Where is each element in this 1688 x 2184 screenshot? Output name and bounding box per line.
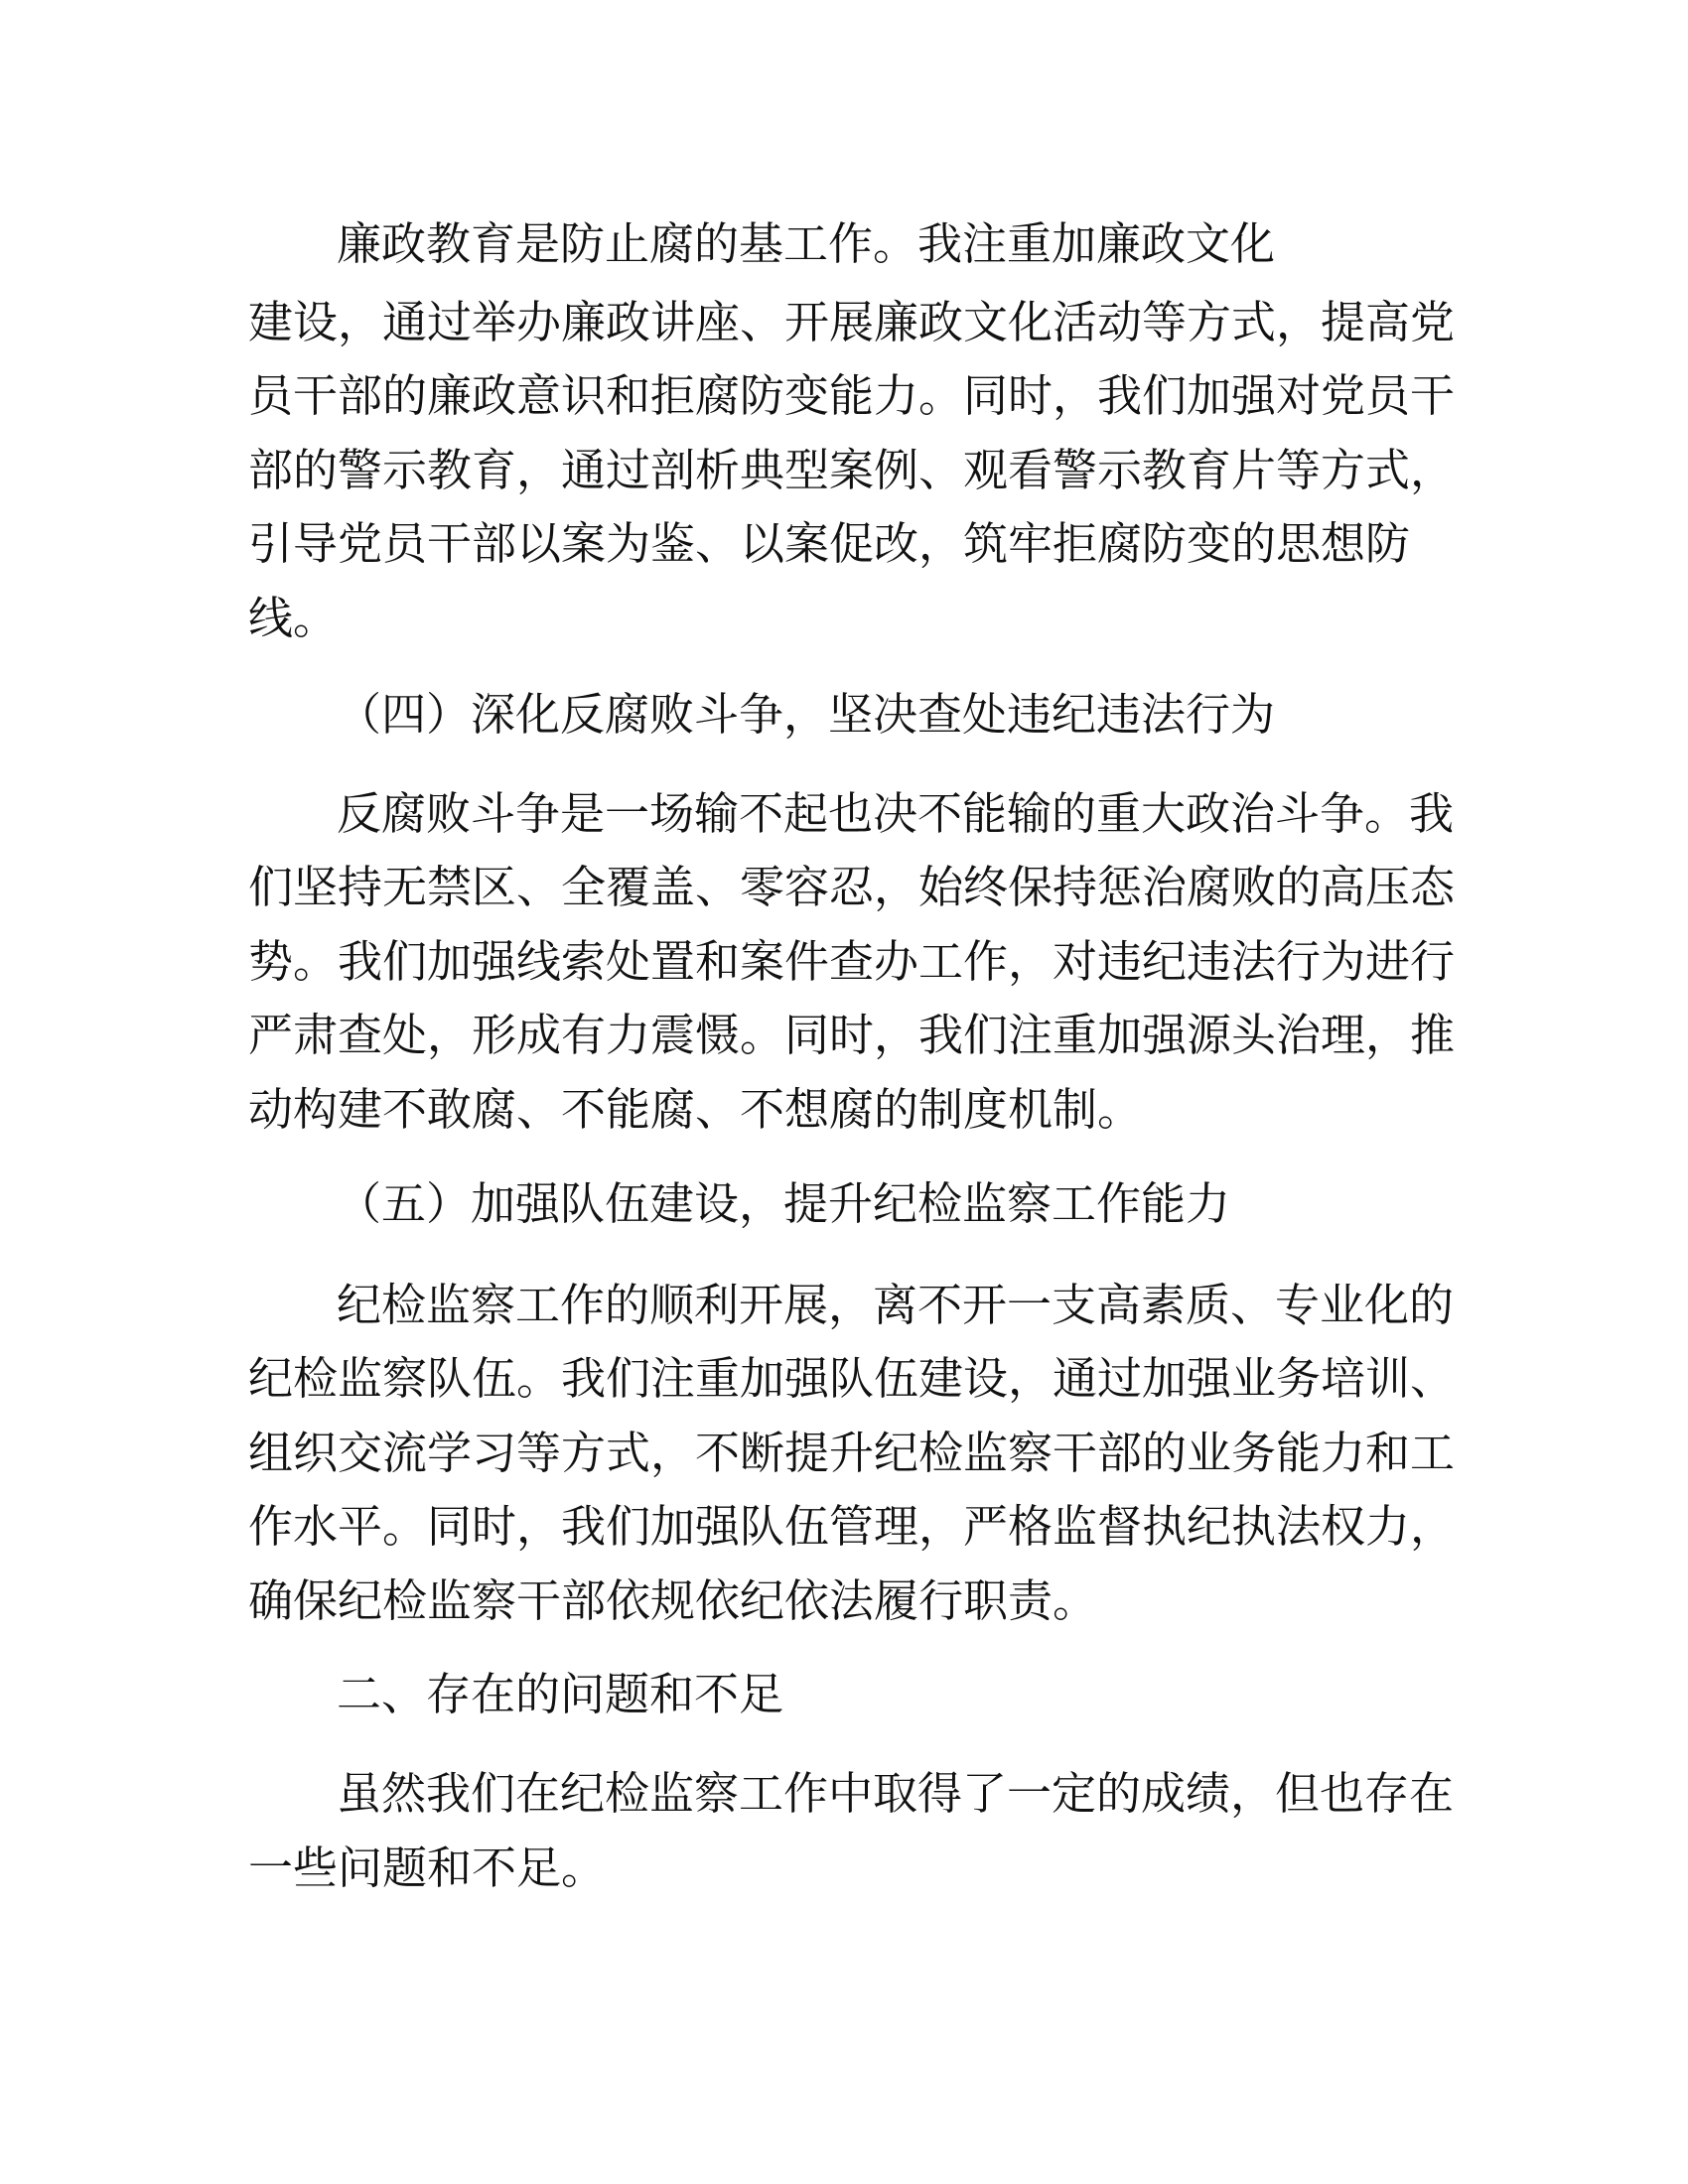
paragraph-anti-corruption-line-2: 们坚持无禁区、全覆盖、零容忍，始终保持惩治腐败的高压态	[248, 861, 1456, 913]
paragraph-team-building-line-5: 确保纪检监察干部依规依纪依法履行职责。	[248, 1574, 1098, 1627]
paragraph-integrity-education-line-6: 线。	[248, 592, 339, 644]
paragraph-integrity-education-line-3: 员干部的廉政意识和拒腐防变能力。同时，我们加强对党员干	[248, 369, 1456, 422]
paragraph-team-building-line-4: 作水平。同时，我们加强队伍管理，严格监督执纪执法权力，	[248, 1500, 1456, 1553]
paragraph-anti-corruption-line-3: 势。我们加强线索处置和案件查办工作，对违纪违法行为进行	[248, 935, 1456, 988]
paragraph-problems-line-1: 虽然我们在纪检监察工作中取得了一定的成绩，但也存在	[337, 1767, 1455, 1820]
paragraph-integrity-education-line-4: 部的警示教育，通过剖析典型案例、观看警示教育片等方式，	[248, 444, 1456, 496]
paragraph-problems-line-2: 一些问题和不足。	[248, 1842, 607, 1894]
section-heading-five: （五）加强队伍建设，提升纪检监察工作能力	[337, 1177, 1231, 1230]
paragraph-team-building-line-2: 纪检监察队伍。我们注重加强队伍建设，通过加强业务培训、	[248, 1352, 1456, 1405]
paragraph-anti-corruption-line-4: 严肃查处，形成有力震慑。同时，我们注重加强源头治理，推	[248, 1009, 1456, 1061]
section-heading-problems: 二、存在的问题和不足	[337, 1668, 784, 1720]
paragraph-integrity-education-line-2: 建设，通过举办廉政讲座、开展廉政文化活动等方式，提高党	[248, 296, 1456, 348]
paragraph-integrity-education-line-1: 廉政教育是防止腐的基工作。我注重加廉政文化	[337, 217, 1276, 270]
paragraph-anti-corruption-line-1: 反腐败斗争是一场输不起也决不能输的重大政治斗争。我	[337, 787, 1455, 840]
paragraph-anti-corruption-line-5: 动构建不敢腐、不能腐、不想腐的制度机制。	[248, 1083, 1143, 1136]
section-heading-four: （四）深化反腐败斗争，坚决查处违纪违法行为	[337, 688, 1276, 741]
paragraph-integrity-education-line-5: 引导党员干部以案为鉴、以案促改，筑牢拒腐防变的思想防	[248, 517, 1411, 570]
paragraph-team-building-line-1: 纪检监察工作的顺利开展，离不开一支高素质、专业化的	[337, 1279, 1455, 1331]
paragraph-team-building-line-3: 组织交流学习等方式，不断提升纪检监察干部的业务能力和工	[248, 1427, 1456, 1479]
